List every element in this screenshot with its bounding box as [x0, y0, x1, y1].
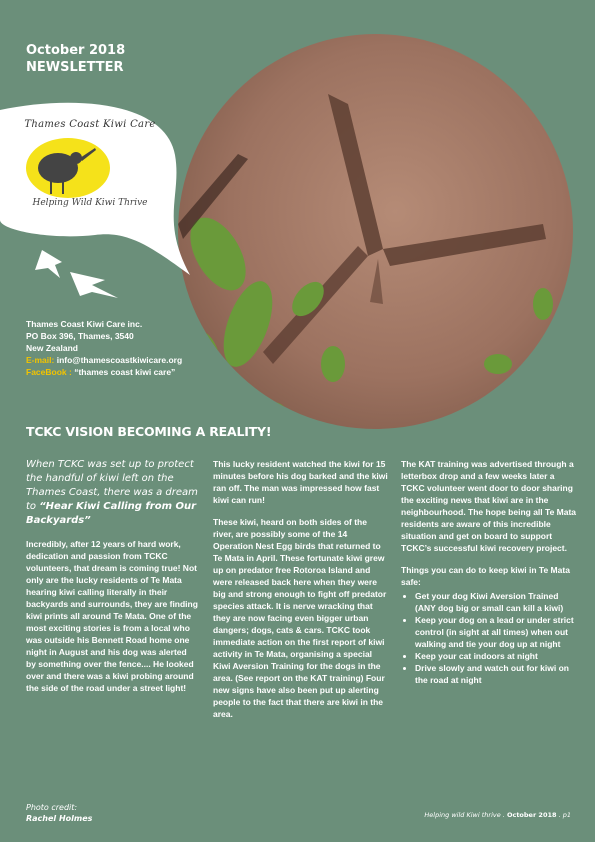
column-2-paragraph-1: This lucky resident watched the kiwi for 15 minutes before his dog barked and the kiwi ran off. The man was impressed how fast kiwi can run! [213, 459, 388, 505]
facebook-link[interactable]: “thames coast kiwi care” [74, 367, 176, 377]
footer-date: October 2018 [506, 811, 557, 819]
logo-tagline: Helping Wild Kiwi Thrive [32, 198, 148, 208]
email-label: E-mail: [26, 355, 55, 365]
masthead-title: NEWSLETTER [26, 60, 124, 75]
logo-title: Thames Coast Kiwi Care [24, 119, 156, 130]
list-item: • Get your dog Kiwi Aversion Trained (ANY dog big or small can kill a kiwi) [415, 590, 577, 614]
masthead [26, 42, 125, 76]
contact-po-box: PO Box 396, Thames, 3540 [26, 331, 134, 341]
list-item: • Keep your dog on a lead or under strict control (in sight at all times) when out walking and tie your dog up at night [415, 614, 577, 650]
kiwi-footprint-photo [178, 34, 573, 429]
intro-text: When TCKC was set up to protect the handful of kiwi left on the Thames Coast, there was a dream to [26, 459, 198, 512]
footer-tagline: Helping wild Kiwi thrive . [424, 811, 505, 819]
masthead-date: October 2018 [26, 43, 126, 58]
contact-block [26, 318, 182, 378]
article-column-3 [401, 458, 577, 686]
intro-emphasis: “Hear Kiwi Calling from Our Backyards” [26, 501, 197, 526]
photo-credit-label: Photo credit: [26, 803, 78, 812]
kiwi-footprint-left-icon [35, 250, 62, 278]
email-link[interactable]: info@thamescoastkiwicare.org [56, 355, 183, 365]
article-column-2 [213, 458, 389, 730]
column-3-paragraph-1: The KAT training was advertised through a letterbox drop and a few weeks later a TCKC volunteer went door to door sharing the exciting news that kiwi are in the neighbourhood. The hope being all Te Mata residents are aware of this incredible situation and get on board to support TCKC’s successful kiwi recovery project. [401, 459, 577, 553]
facebook-label: FaceBook : [26, 367, 72, 377]
contact-org: Thames Coast Kiwi Care inc. [26, 319, 143, 329]
photo-credit-name: Rachel Holmes [26, 814, 93, 823]
article-headline: TCKC VISION BECOMING A REALITY! [26, 424, 272, 439]
list-item: • Keep your cat indoors at night [415, 650, 577, 662]
list-item: • Drive slowly and watch out for kiwi on the road at night [415, 662, 577, 686]
column-1-paragraph: Incredibly, after 12 years of hard work, dedication and passion from TCKC volunteers, that dream is coming true! Not only are the lucky residents of Te Mata hearing kiwi calling literally in their backyards and surrounds, they are finding kiwi prints all around Te Mata. One of the most exciting stories is from a local who was outside his Bennett Road home one night in August and his dog was alerted by something over the fence.... He looked over and there was a kiwi probing around the side of the road under a street light! [26, 539, 198, 693]
photo-credit [26, 802, 92, 824]
safety-tips-list [401, 590, 577, 686]
article-intro [26, 458, 198, 528]
kiwi-footprint-icon [178, 34, 573, 429]
column-3-paragraph-2: Things you can do to keep kiwi in Te Mata safe: [401, 565, 570, 587]
page-footer [424, 811, 571, 819]
contact-country: New Zealand [26, 343, 78, 353]
footer-page: . p1 [558, 811, 571, 819]
article-column-1 [26, 458, 198, 704]
column-2-paragraph-2: These kiwi, heard on both sides of the river, are possibly some of the 14 Operation Nest Egg birds that returned to Te Mata in April. These fortunate kiwi grew up on predator free Rotoroa Island and were released back here when they were big and strong enough to fight off predator species attack. It is nerve wracking that they are now facing even bigger urban dangers; dogs, cats & cars. TCKC took immediate action on the first report of kiwi activity in Te Mata, organising a special Kiwi Aversion Training for the dogs in the area. (See report on the KAT training) Four new signs have also been put up alerting people to the fact that there are kiwi in the area. [213, 517, 387, 719]
contact-facebook-line [26, 366, 182, 378]
kiwi-footprint-right-icon [70, 272, 118, 298]
contact-email-line [26, 354, 182, 366]
